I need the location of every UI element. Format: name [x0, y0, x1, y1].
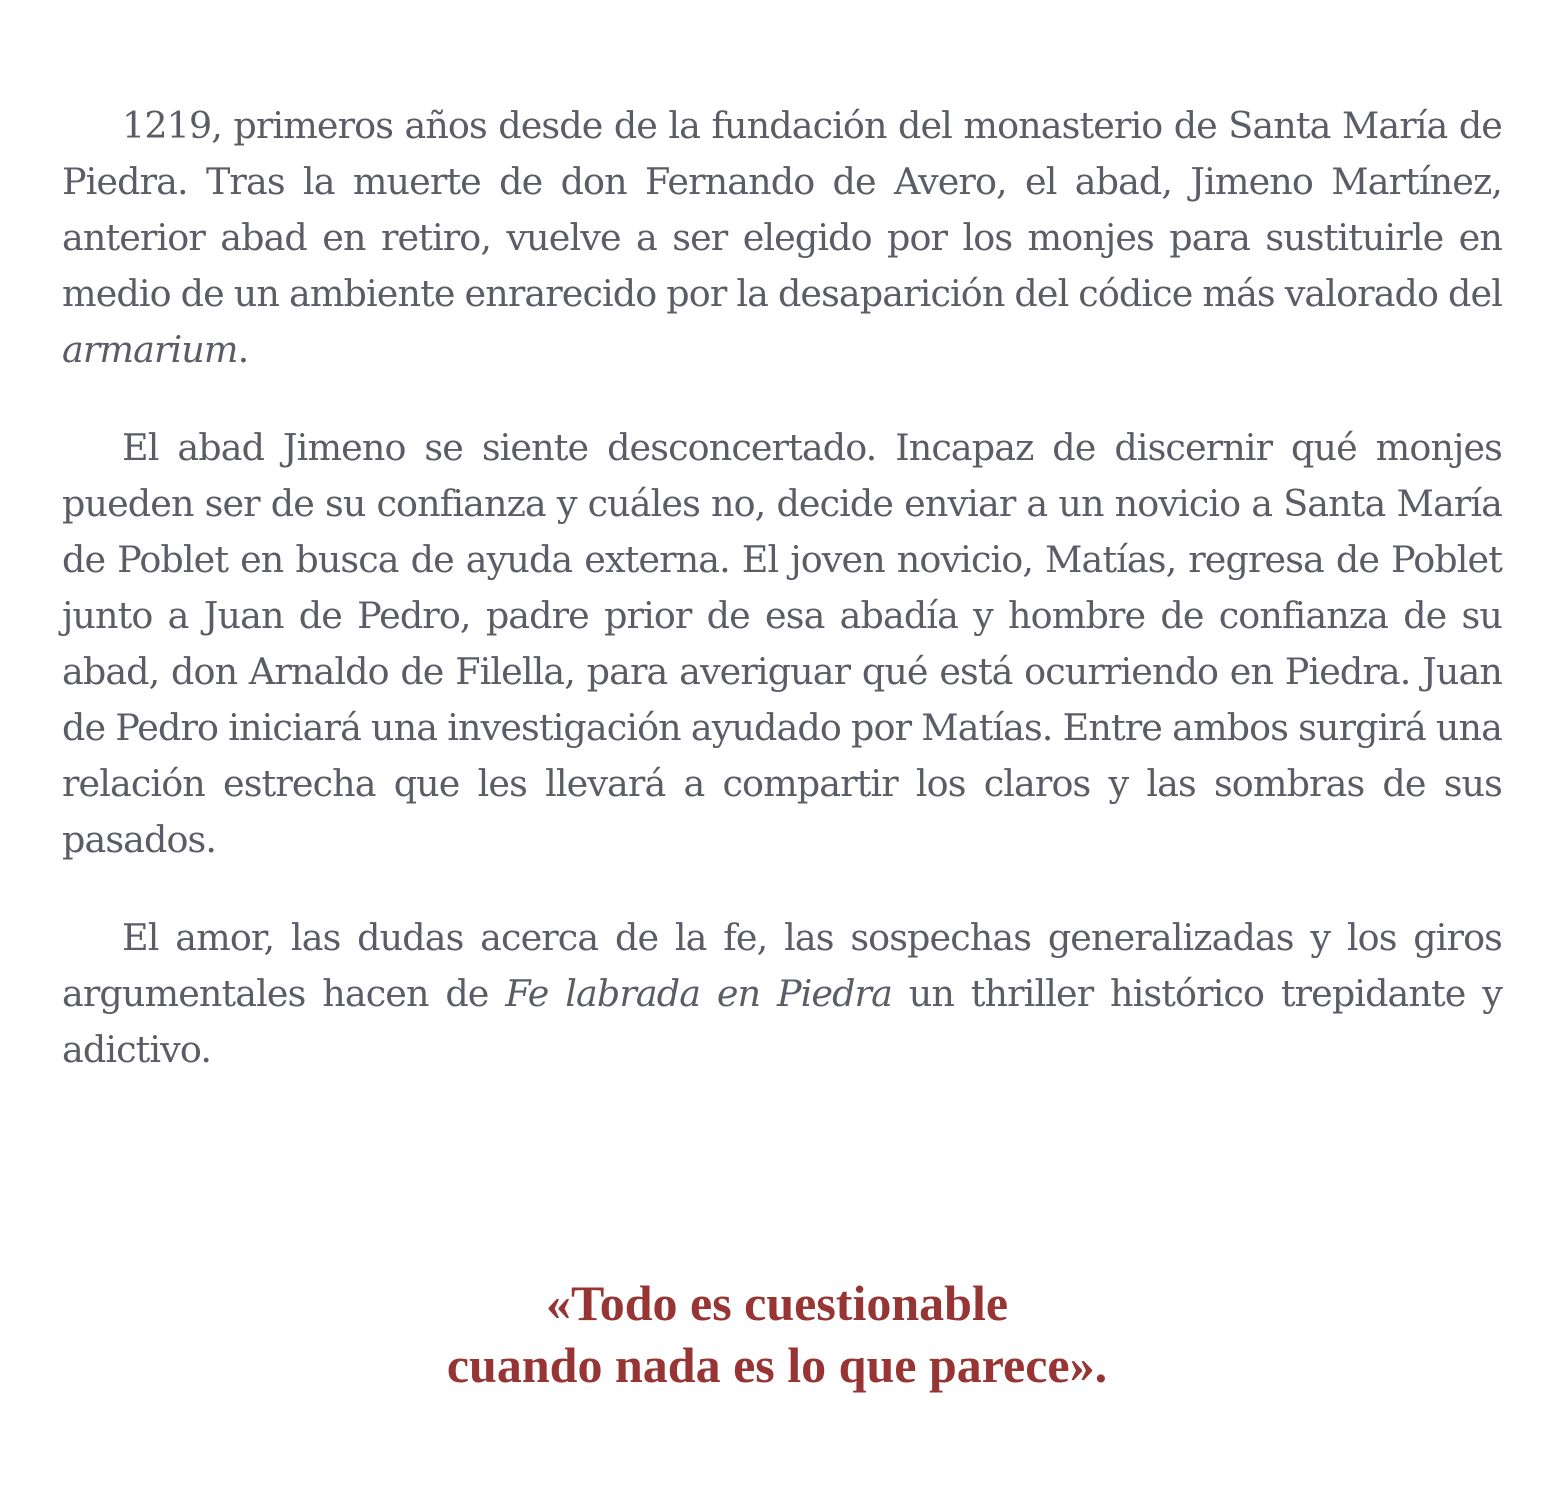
tagline-quote	[0, 1272, 1554, 1396]
synopsis-paragraph-2	[62, 420, 1502, 868]
paragraph-1-text-a: 1219, primeros años desde de la fundación del monasterio de Santa María de Piedra. Tras la muerte de don Fernando de Avero, el abad, Jimeno Martínez, anterior abad en retiro, vuelve a ser elegido por los monjes para sustituirle en medio de un ambiente enrarecido por la desaparición del códice más valorado del	[62, 104, 1502, 315]
paragraph-3-text-b: un thriller histórico trepidante y adictivo.	[62, 972, 1502, 1071]
paragraph-1-text-b: .	[237, 328, 249, 371]
back-cover-blurb	[62, 98, 1502, 1120]
tagline-line-1: «Todo es cuestionable	[545, 1275, 1009, 1331]
book-title-italic: Fe labrada en Piedra	[505, 972, 892, 1015]
synopsis-paragraph-1	[62, 98, 1502, 378]
tagline-line-2: cuando nada es lo que parece».	[446, 1337, 1108, 1393]
paragraph-3-text-a: El amor, las dudas acerca de la fe, las sospechas generalizadas y los giros argumentales hacen de	[62, 916, 1502, 1015]
paragraph-2-text: El abad Jimeno se siente desconcertado. Incapaz de discernir qué monjes pueden ser de su confianza y cuáles no, decide enviar a un novicio a Santa María de Poblet en busca de ayuda externa. El joven novicio, Matías, regresa de Poblet junto a Juan de Pedro, padre prior de esa abadía y hombre de confianza de su abad, don Arnaldo de Filella, para averiguar qué está ocurriendo en Piedra. Juan de Pedro iniciará una investigación ayudado por Matías. Entre ambos surgirá una relación estrecha que les llevará a compartir los claros y las sombras de sus pasados.	[62, 426, 1502, 861]
paragraph-1-italic-armarium: armarium	[62, 328, 238, 371]
synopsis-paragraph-3	[62, 910, 1502, 1078]
